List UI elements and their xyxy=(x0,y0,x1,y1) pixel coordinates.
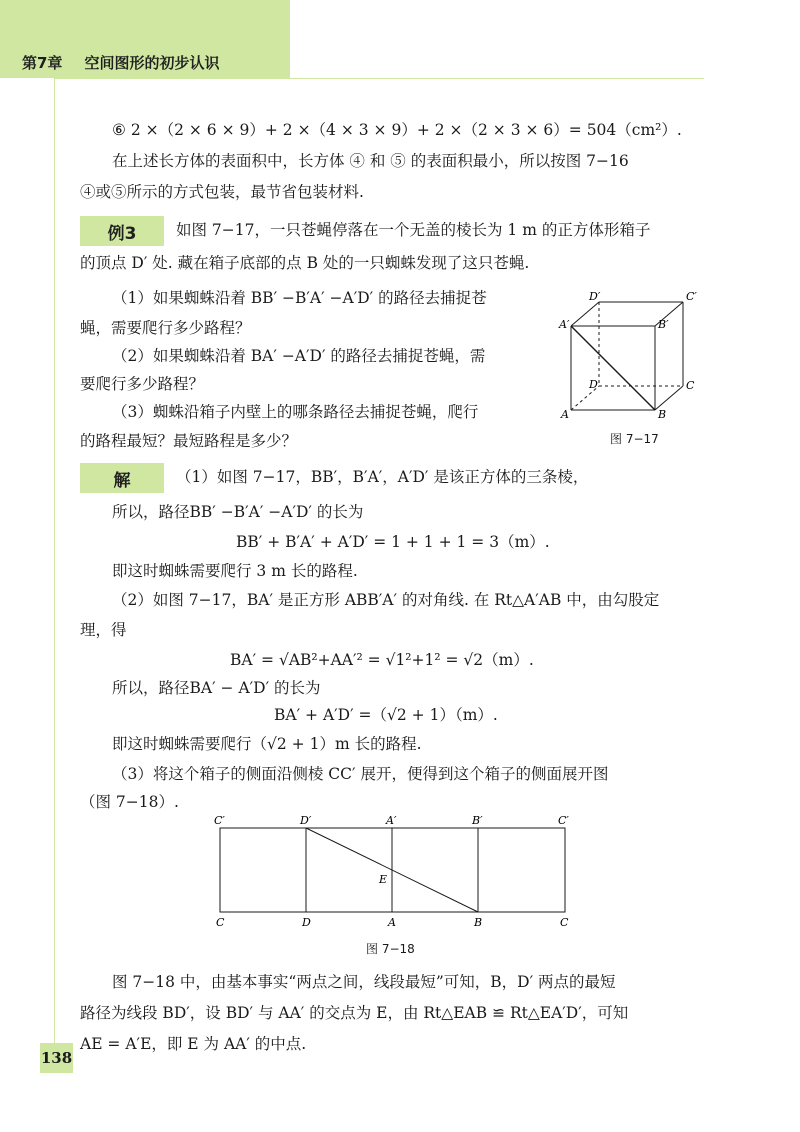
text-line: 路径为线段 BD′，设 BD′ 与 AA′ 的交点为 E，由 Rt△EAB ≌ Rt△EA′D′，可知 xyxy=(80,1004,629,1022)
margin-rule xyxy=(54,78,55,1043)
text-line: 即这时蜘蛛需要爬行（√2 + 1）m 长的路程. xyxy=(112,735,422,753)
text-line: 的路程最短？最短路程是多少？ xyxy=(80,432,298,450)
text-line: （1）如图 7−17，BB′，B′A′，A′D′ 是该正方体的三条棱， xyxy=(176,468,589,486)
figure-caption: 图 7−18 xyxy=(366,942,415,956)
text-line: 要爬行多少路程？ xyxy=(80,375,205,393)
text-line: （2）如果蜘蛛沿着 BA′ −A′D′ 的路径去捕捉苍蝇，需 xyxy=(112,347,486,365)
figure-7-18-net xyxy=(205,810,585,930)
vertex-label: B′ xyxy=(658,318,669,331)
chapter-title: 空间图形的初步认识 xyxy=(84,54,220,72)
text-line: AE = A′E，即 E 为 AA′ 的中点. xyxy=(80,1035,307,1053)
page-number: 138 xyxy=(40,1043,73,1073)
chapter-number: 第7章 xyxy=(22,54,63,72)
vertex-label: C xyxy=(686,379,695,392)
text-line: 所以，路径BA′ − A′D′ 的长为 xyxy=(112,679,321,697)
text-line: 图 7−18 中，由基本事实“两点之间，线段最短”可知，B，D′ 两点的最短 xyxy=(112,973,616,991)
vertex-label: A′ xyxy=(386,814,397,827)
figure-7-17-cube xyxy=(555,288,705,423)
vertex-label: C′ xyxy=(686,290,697,303)
text-line: 蝇，需要爬行多少路程？ xyxy=(80,319,251,337)
vertex-label: A′ xyxy=(559,318,570,331)
text-line: 所以，路径BB′ −B′A′ −A′D′ 的长为 xyxy=(112,503,364,521)
vertex-label: C xyxy=(216,916,225,929)
text-line: （3）将这个箱子的侧面沿侧棱 CC′ 展开，便得到这个箱子的侧面展开图 xyxy=(112,765,609,783)
equation: BB′ + B′A′ + A′D′ = 1 + 1 + 1 = 3（m）. xyxy=(236,533,550,551)
vertex-label: A xyxy=(561,408,569,421)
text-line: 的顶点 D′ 处. 藏在箱子底部的点 B 处的一只蜘蛛发现了这只苍蝇. xyxy=(80,254,530,272)
vertex-label: C′ xyxy=(214,814,225,827)
vertex-label: B′ xyxy=(472,814,483,827)
text-line: ⑥ 2 ×（2 × 6 × 9）+ 2 ×（4 × 3 × 9）+ 2 ×（2 × 3 × 6）= 504（cm²）. xyxy=(112,121,682,139)
text-line: 即这时蜘蛛需要爬行 3 m 长的路程. xyxy=(112,562,358,580)
figure-caption: 图 7−17 xyxy=(610,432,659,446)
text-line: 如图 7−17，一只苍蝇停落在一个无盖的棱长为 1 m 的正方体形箱子 xyxy=(176,221,651,239)
vertex-label: B xyxy=(474,916,483,929)
vertex-label: B xyxy=(658,408,667,421)
solution-label: 解 xyxy=(80,463,164,493)
vertex-label: D xyxy=(589,378,598,391)
vertex-label: E xyxy=(379,873,388,886)
text-line: 在上述长方体的表面积中，长方体 ④ 和 ⑤ 的表面积最小，所以按图 7−16 xyxy=(112,152,629,170)
equation: BA′ = √AB²+AA′² = √1²+1² = √2（m）. xyxy=(230,651,534,669)
equation: BA′ + A′D′ =（√2 + 1）（m）. xyxy=(274,706,498,724)
vertex-label: D xyxy=(302,916,311,929)
vertex-label: C xyxy=(560,916,569,929)
vertex-label: D′ xyxy=(589,290,601,303)
text-line: （1）如果蜘蛛沿着 BB′ −B′A′ −A′D′ 的路径去捕捉苍 xyxy=(112,289,487,307)
vertex-label: A xyxy=(388,916,396,929)
vertex-label: C′ xyxy=(558,814,569,827)
text-line: ④或⑤所示的方式包装，最节省包装材料. xyxy=(80,183,364,201)
text-line: 理，得 xyxy=(80,621,127,639)
vertex-label: D′ xyxy=(300,814,312,827)
text-line: （2）如图 7−17，BA′ 是正方形 ABB′A′ 的对角线. 在 Rt△A′AB 中，由勾股定 xyxy=(112,591,660,609)
text-line: （3）蜘蛛沿箱子内壁上的哪条路径去捕捉苍蝇，爬行 xyxy=(112,403,479,421)
header-divider xyxy=(54,78,704,79)
example-label: 例3 xyxy=(80,216,164,246)
chapter-heading xyxy=(22,52,219,73)
text-line: （图 7−18）. xyxy=(80,793,179,811)
